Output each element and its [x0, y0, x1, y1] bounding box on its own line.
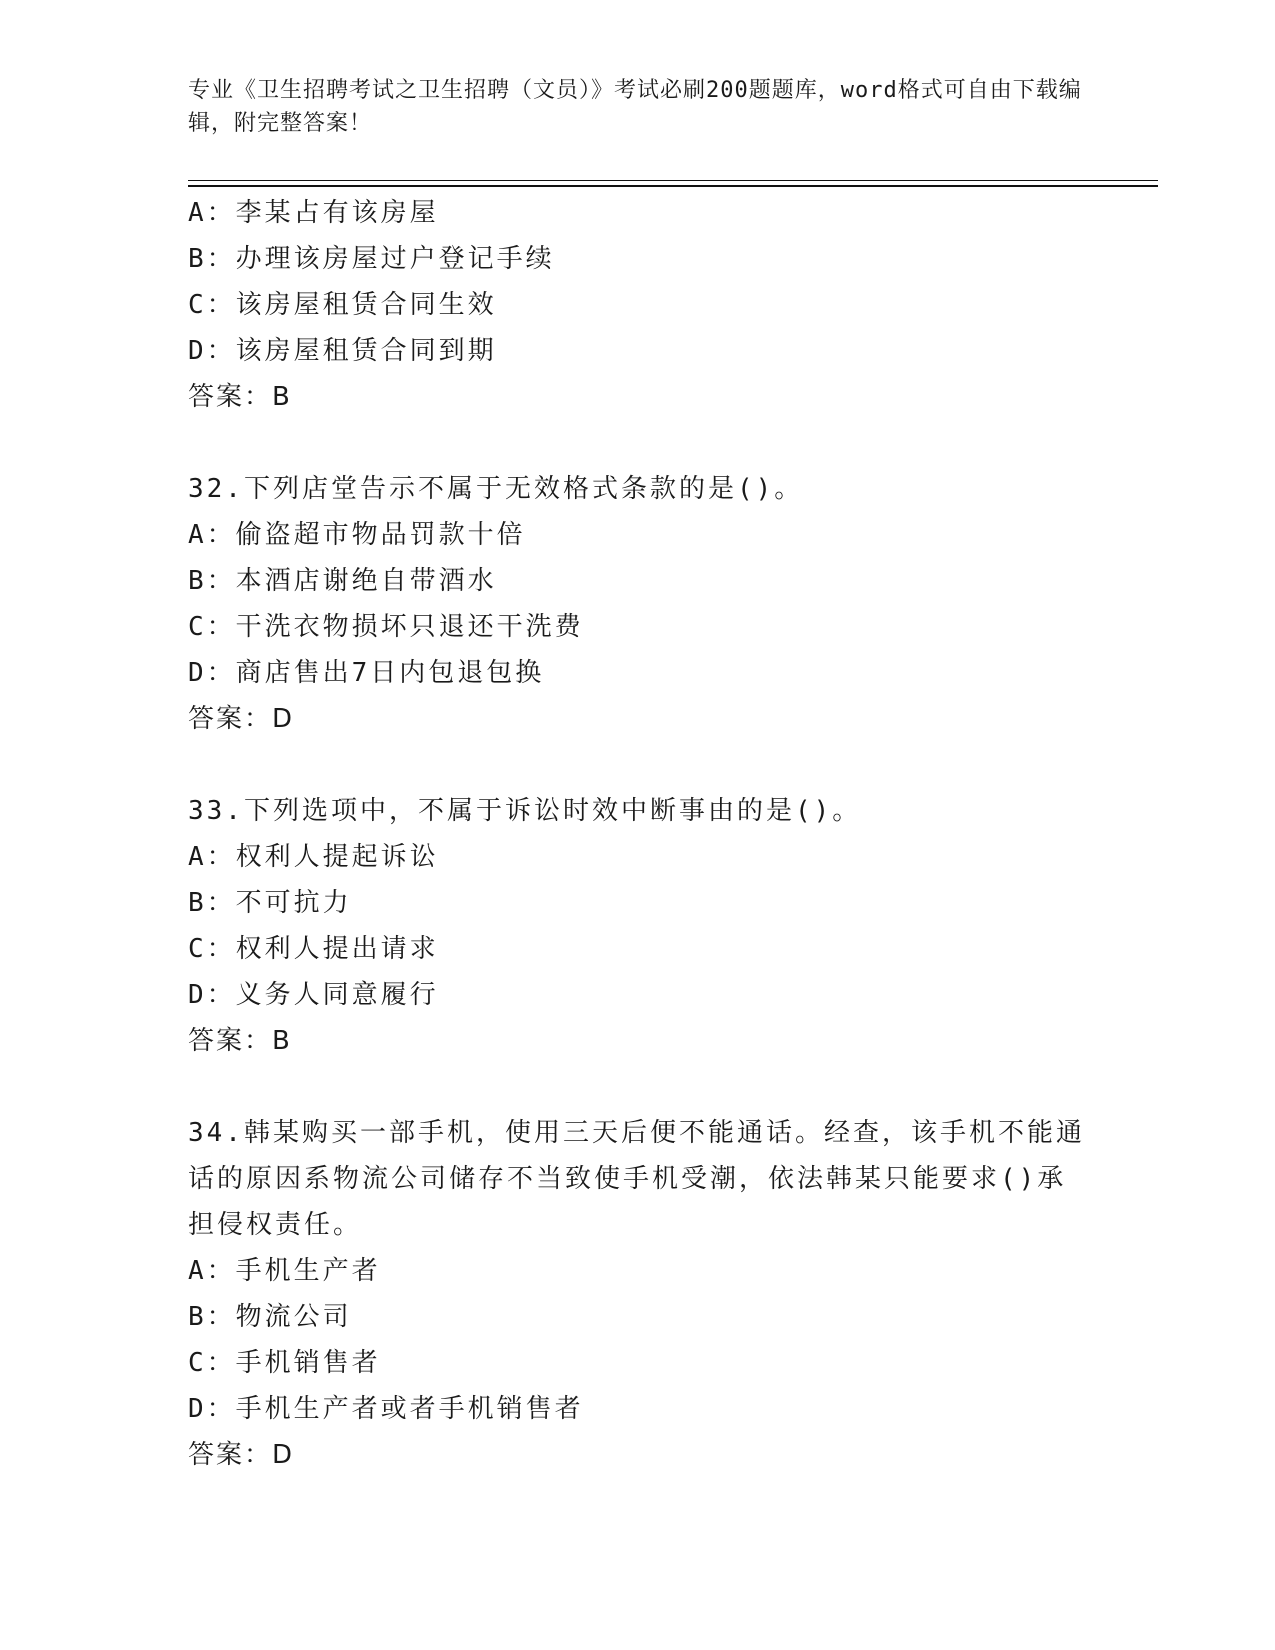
option-a: A：偷盗超市物品罚款十倍 [188, 520, 526, 550]
question-block [188, 190, 1088, 420]
answer-label: 答案：B [188, 382, 292, 412]
question-block [188, 466, 1088, 742]
answer-label: 答案：D [188, 1440, 295, 1470]
option-b: B：不可抗力 [188, 888, 352, 918]
header-divider-bottom [188, 185, 1158, 187]
answer-label: 答案：D [188, 704, 295, 734]
option-b: B：物流公司 [188, 1302, 352, 1332]
question-list [188, 190, 1088, 1478]
document-header: 专业《卫生招聘考试之卫生招聘（文员）》考试必刷200题题库，word格式可自由下载编辑，附完整答案！ [188, 78, 1082, 136]
header-divider-top [188, 180, 1158, 181]
option-a: A：权利人提起诉讼 [188, 842, 439, 872]
option-c: C：手机销售者 [188, 1348, 381, 1378]
option-b: B：办理该房屋过户登记手续 [188, 244, 555, 274]
option-d: D：商店售出7日内包退包换 [188, 658, 545, 688]
option-a: A：李某占有该房屋 [188, 198, 439, 228]
question-text: 32.下列店堂告示不属于无效格式条款的是()。 [188, 474, 804, 504]
question-text: 34.韩某购买一部手机，使用三天后便不能通话。经查，该手机不能通话的原因系物流公司储存不当致使手机受潮，依法韩某只能要求()承担侵权责任。 [188, 1118, 1085, 1240]
option-b: B：本酒店谢绝自带酒水 [188, 566, 497, 596]
question-block [188, 1110, 1088, 1478]
question-block [188, 788, 1088, 1064]
option-c: C：权利人提出请求 [188, 934, 439, 964]
spacer [188, 420, 1088, 466]
spacer [188, 742, 1088, 788]
question-text: 33.下列选项中，不属于诉讼时效中断事由的是()。 [188, 796, 862, 826]
option-d: D：该房屋租赁合同到期 [188, 336, 497, 366]
option-a: A：手机生产者 [188, 1256, 381, 1286]
option-c: C：该房屋租赁合同生效 [188, 290, 497, 320]
option-d: D：手机生产者或者手机销售者 [188, 1394, 584, 1424]
spacer [188, 1064, 1088, 1110]
option-c: C：干洗衣物损坏只退还干洗费 [188, 612, 584, 642]
option-d: D：义务人同意履行 [188, 980, 439, 1010]
answer-label: 答案：B [188, 1026, 292, 1056]
